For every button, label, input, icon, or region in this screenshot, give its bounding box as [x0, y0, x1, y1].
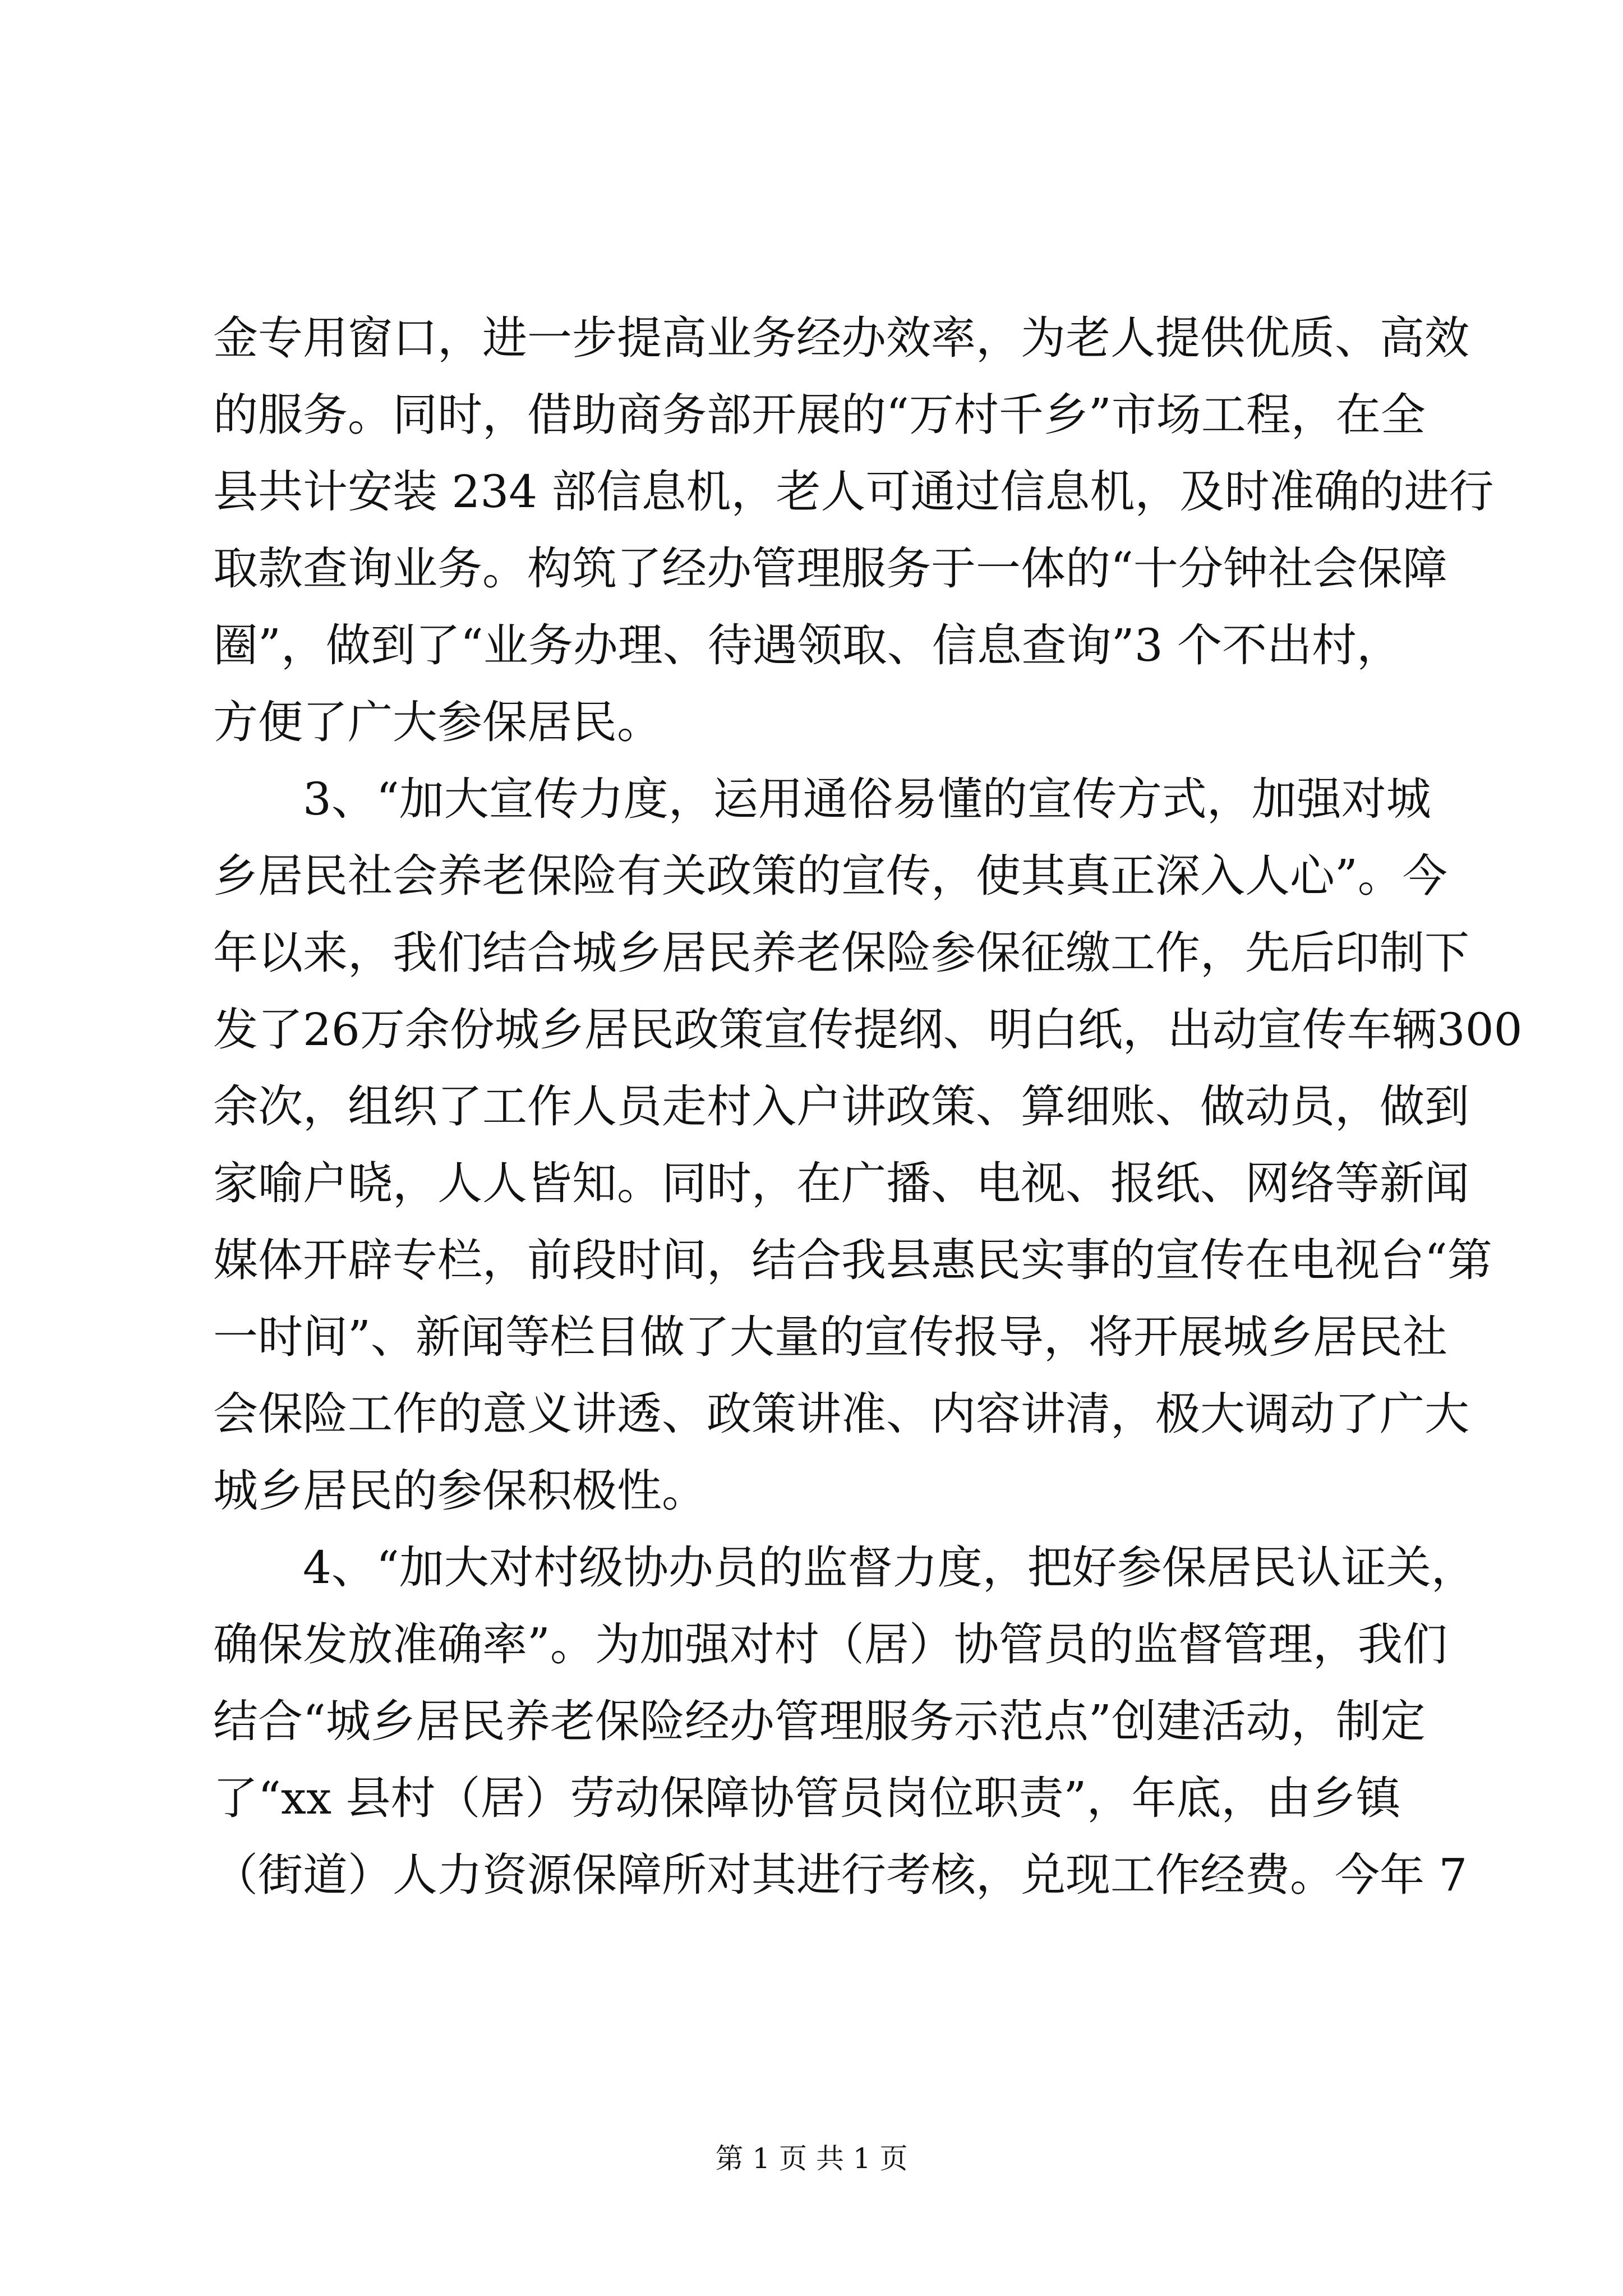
text-line: 会保险工作的意义讲透、政策讲准、内容讲清，极大调动了广大 — [213, 1388, 1469, 1440]
text-line: 金专用窗口，进一步提高业务经办效率，为老人提供优质、高效 — [213, 312, 1469, 364]
page-footer — [0, 2142, 1623, 2175]
text-line: 发了26万余份城乡居民政策宣传提纲、明白纸，出动宣传车辆300 — [213, 1004, 1523, 1056]
text-line: 县共计安装 234 部信息机，老人可通过信息机，及时准确的进行 — [213, 466, 1494, 518]
document-body — [213, 300, 1523, 1913]
text-line: 年以来，我们结合城乡居民养老保险参保征缴工作，先后印制下 — [213, 927, 1469, 979]
text-line: 家喻户晓，人人皆知。同时，在广播、电视、报纸、网络等新闻 — [213, 1157, 1469, 1209]
text-line: 媒体开辟专栏，前段时间，结合我县惠民实事的宣传在电视台“第 — [213, 1234, 1492, 1286]
text-line: 城乡居民的参保积极性。 — [213, 1465, 707, 1517]
text-line: 取款查询业务。构筑了经办管理服务于一体的“十分钟社会保障 — [213, 542, 1447, 595]
text-line: 方便了广大参保居民。 — [213, 696, 662, 748]
page-number-label: 第 1 页 共 1 页 — [715, 2142, 908, 2175]
text-line: 圈”，做到了“业务办理、待遇领取、信息查询”3 个不出村， — [213, 619, 1402, 671]
text-line: 了“xx 县村（居）劳动保障协管员岗位职责”，年底，由乡镇 — [213, 1772, 1401, 1824]
text-line: 余次，组织了工作人员走村入户讲政策、算细账、做动员，做到 — [213, 1080, 1469, 1133]
text-line: （街道）人力资源保障所对其进行考核，兑现工作经费。今年 7 — [213, 1849, 1468, 1901]
text-line: 一时间”、新闻等栏目做了大量的宣传报导，将开展城乡居民社 — [213, 1311, 1447, 1363]
text-line: 3、“加大宣传力度，运用通俗易懂的宣传方式，加强对城 — [213, 773, 1431, 825]
text-line: 的服务。同时，借助商务部开展的“万村千乡”市场工程，在全 — [213, 389, 1426, 441]
text-line: 确保发放准确率”。为加强对村（居）协管员的监督管理，我们 — [213, 1618, 1447, 1671]
text-line: 乡居民社会养老保险有关政策的宣传，使其真正深入人心”。今 — [213, 850, 1447, 902]
text-line: 结合“城乡居民养老保险经办管理服务示范点”创建活动，制定 — [213, 1695, 1426, 1747]
text-line: 4、“加大对村级协办员的监督力度，把好参保居民认证关， — [213, 1542, 1476, 1594]
